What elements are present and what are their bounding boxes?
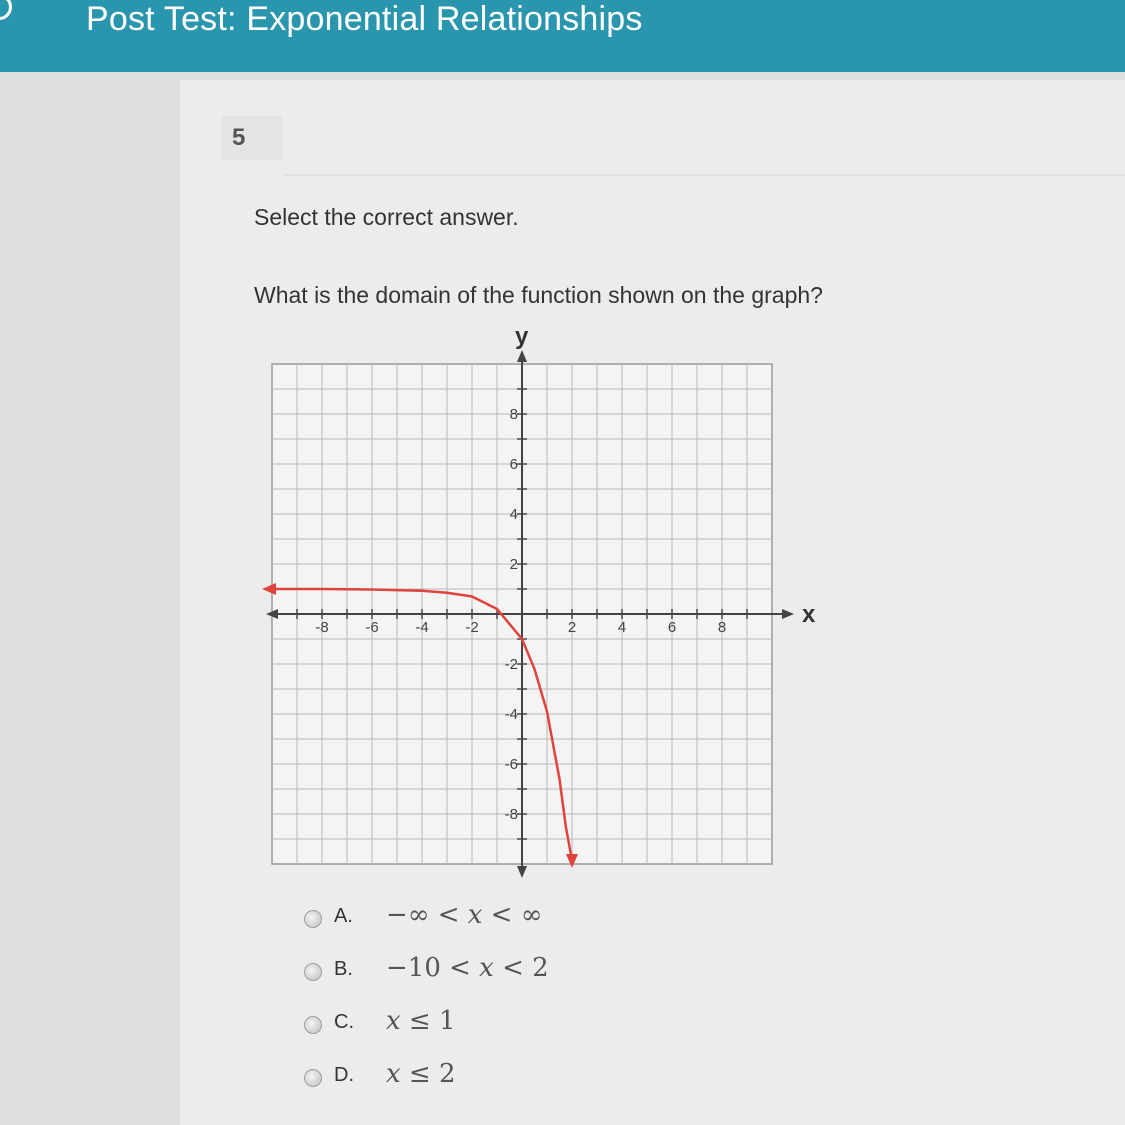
curve-arrow-left (262, 583, 276, 595)
y-tick-label: -8 (504, 806, 518, 823)
x-tick-label: 4 (617, 619, 627, 636)
y-tick-label: -4 (504, 706, 518, 723)
divider (284, 174, 1125, 176)
x-tick-label: -4 (415, 619, 429, 636)
option-expression: −∞ < 𝑥 < ∞ (386, 900, 543, 930)
x-tick-label: 2 (567, 619, 577, 636)
radio-icon[interactable] (304, 910, 322, 928)
radio-icon[interactable] (304, 1069, 322, 1087)
radio-icon[interactable] (304, 1016, 322, 1034)
back-icon[interactable] (0, 0, 12, 20)
function-graph (260, 328, 820, 888)
option-letter: D. (334, 1064, 354, 1086)
question-card (180, 80, 1125, 1125)
y-tick-label: -6 (504, 756, 518, 773)
option-b[interactable] (304, 953, 664, 993)
y-tick-label: 6 (509, 456, 518, 473)
option-expression: −10 < 𝑥 < 2 (386, 953, 549, 983)
x-axis-label: x (802, 601, 816, 628)
option-expression: 𝑥 ≤ 1 (386, 1006, 456, 1036)
question-number: 5 (222, 116, 282, 160)
y-axis-arrow-down (517, 866, 527, 878)
option-a[interactable] (304, 900, 664, 940)
y-tick-label: 8 (509, 406, 518, 423)
x-tick-label: 8 (717, 619, 727, 636)
option-c[interactable] (304, 1006, 664, 1046)
option-letter: C. (334, 1011, 354, 1033)
header-bar (0, 0, 1125, 72)
question-text: What is the domain of the function shown on the graph? (254, 282, 823, 308)
instruction-text: Select the correct answer. (254, 204, 519, 230)
y-axis-arrow-up (517, 350, 527, 362)
option-d[interactable] (304, 1059, 664, 1099)
option-letter: B. (334, 958, 353, 980)
x-tick-label: -8 (315, 619, 329, 636)
page-title: Post Test: Exponential Relationships (86, 0, 643, 38)
option-expression: 𝑥 ≤ 2 (386, 1059, 456, 1089)
x-tick-label: -6 (365, 619, 379, 636)
x-axis-arrow-right (782, 609, 794, 619)
y-tick-label: -2 (504, 656, 518, 673)
radio-icon[interactable] (304, 963, 322, 981)
y-tick-label: 4 (509, 506, 518, 523)
x-tick-label: -2 (465, 619, 479, 636)
y-axis-label: y (515, 328, 529, 350)
y-tick-label: 2 (509, 556, 518, 573)
option-letter: A. (334, 905, 353, 927)
x-tick-label: 6 (667, 619, 677, 636)
